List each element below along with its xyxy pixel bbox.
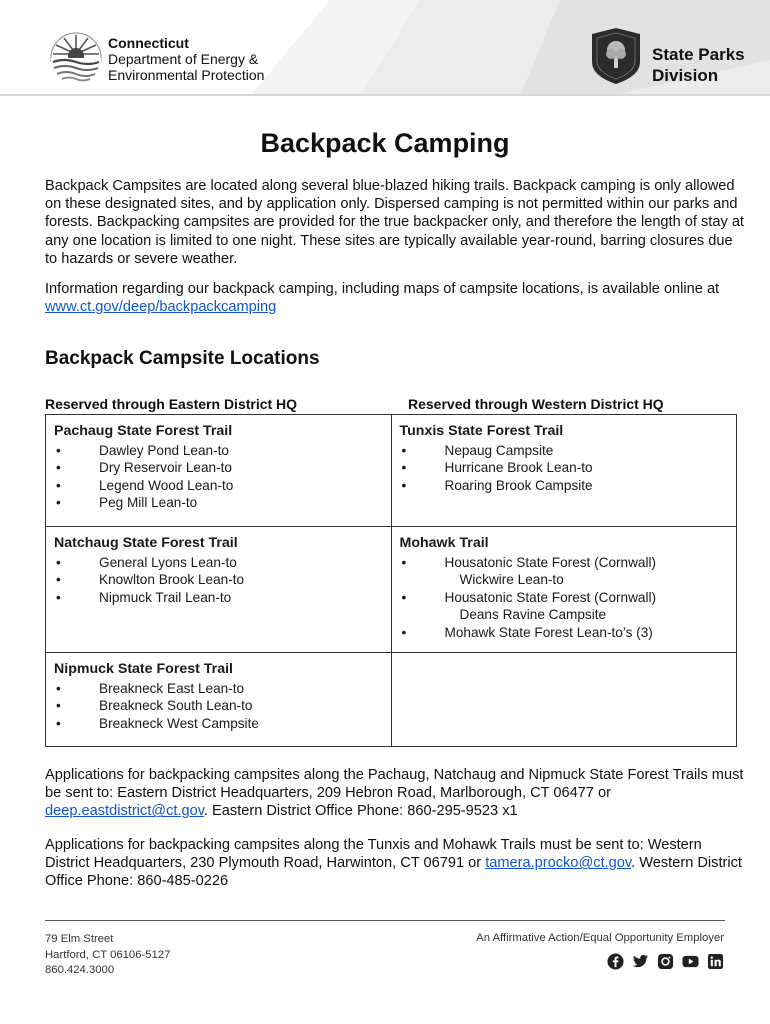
backpack-camping-link[interactable]: www.ct.gov/deep/backpackcamping: [45, 299, 277, 316]
list-item: • Knowlton Brook Lean-to: [54, 571, 383, 589]
table-cell-empty: [391, 653, 737, 747]
address-line-1: 79 Elm Street: [45, 933, 114, 945]
table-row: [46, 527, 737, 653]
state-parks-badge-icon: [588, 26, 644, 86]
header-divider: [0, 94, 770, 96]
western-district-header: Reserved through Western District HQ: [408, 396, 664, 412]
table-cell: [46, 527, 392, 653]
list-item: • Dawley Pond Lean-to: [54, 442, 383, 460]
parks-line-2: Division: [652, 66, 719, 85]
campsite-list: [54, 442, 383, 512]
section-title: Backpack Campsite Locations: [45, 348, 320, 369]
trail-name: Mohawk Trail: [399, 535, 489, 551]
campsite-list: [54, 680, 383, 733]
linkedin-icon[interactable]: [707, 953, 724, 970]
list-item: • Breakneck South Lean-to: [54, 697, 383, 715]
list-item: • Roaring Brook Campsite: [400, 477, 729, 495]
western-phone-text: . Western District Office Phone: 860-485-0226: [45, 855, 742, 890]
list-item: • Dry Reservoir Lean-to: [54, 459, 383, 477]
list-item: • General Lyons Lean-to: [54, 554, 383, 572]
facebook-icon[interactable]: [607, 953, 624, 970]
table-cell: [46, 415, 392, 527]
site-detail: Deans Ravine Campsite: [459, 607, 607, 622]
trail-name: Pachaug State Forest Trail: [54, 423, 233, 439]
youtube-icon[interactable]: [682, 953, 699, 970]
campsite-table: [45, 414, 737, 747]
eastern-application-paragraph: [45, 766, 745, 821]
info-paragraph: [45, 280, 745, 316]
eastern-district-email-link[interactable]: deep.eastdistrict@ct.gov: [45, 803, 204, 820]
list-item: • Legend Wood Lean-to: [54, 477, 383, 495]
parks-division-name: [652, 44, 745, 86]
trail-name: Nipmuck State Forest Trail: [54, 661, 233, 677]
deep-line-2: Department of Energy &: [108, 51, 259, 67]
footer-address: [45, 932, 170, 979]
page-header: [0, 0, 770, 96]
western-district-email-link[interactable]: tamera.procko@ct.gov: [485, 855, 632, 872]
deep-name: [108, 35, 264, 83]
list-item: [400, 589, 729, 624]
site-name: Housatonic State Forest (Cornwall): [444, 589, 657, 605]
list-item: • Hurricane Brook Lean-to: [400, 459, 729, 477]
intro-paragraph: Backpack Campsites are located along several blue-blazed hiking trails. Backpack camping is only allowed on these designated sites, and by application only. Dispersed camping is not permitted within our parks and forests. Backpacking campsites are provided for the true backpacker only, and therefore the length of stay at any one location is limited to one night. These sites are typically available year-round, barring closures due to hazards or severe weather.: [45, 178, 744, 267]
social-links: [607, 953, 724, 970]
western-application-text: Applications for backpacking campsites along the Tunxis and Mohawk Trails must be sent to: Western District Headquarters, 230 Plymouth Road, Harwinton, CT 06791 or: [45, 837, 702, 872]
eastern-application-text: Applications for backpacking campsites along the Pachaug, Natchaug and Nipmuck State Forest Trails must be sent to: Eastern District Headquarters, 209 Hebron Road, Marlborough, CT 06477 or: [45, 767, 744, 802]
campsite-list: [400, 442, 729, 495]
twitter-icon[interactable]: [632, 953, 649, 970]
deep-line-3: Environmental Protection: [108, 67, 265, 83]
deep-line-1: Connecticut: [108, 35, 189, 51]
list-item: • Breakneck East Lean-to: [54, 680, 383, 698]
page-title: Backpack Camping: [260, 128, 510, 158]
info-text: Information regarding our backpack camping, including maps of campsite locations, is available online at: [45, 281, 720, 297]
list-item: • Peg Mill Lean-to: [54, 494, 383, 512]
eastern-phone-text: . Eastern District Office Phone: 860-295-9523 x1: [203, 803, 518, 820]
table-row: [46, 415, 737, 527]
table-cell: [46, 653, 392, 747]
campsite-list: [400, 554, 729, 642]
trail-name: Tunxis State Forest Trail: [399, 423, 564, 439]
list-item: • Nepaug Campsite: [400, 442, 729, 460]
western-application-paragraph: [45, 836, 745, 891]
instagram-icon[interactable]: [657, 953, 674, 970]
footer-divider: [45, 920, 725, 921]
eastern-district-header: Reserved through Eastern District HQ: [45, 396, 298, 412]
table-row: [46, 653, 737, 747]
deep-logo-icon: [50, 32, 102, 84]
address-line-2: Hartford, CT 06106-5127: [45, 948, 171, 961]
parks-line-1: State Parks: [652, 45, 745, 64]
list-item: [400, 624, 729, 642]
trail-name: Natchaug State Forest Trail: [54, 535, 238, 551]
employer-statement: An Affirmative Action/Equal Opportunity Employer: [476, 932, 724, 944]
list-item: • Breakneck West Campsite: [54, 715, 383, 733]
list-item: [400, 554, 729, 589]
site-name: Housatonic State Forest (Cornwall): [444, 554, 657, 570]
table-cell: [391, 527, 737, 653]
site-detail: Wickwire Lean-to: [459, 572, 564, 587]
campsite-list: [54, 554, 383, 607]
site-name: Mohawk State Forest Lean-to’s (3): [444, 624, 653, 640]
address-phone: 860.424.3000: [45, 964, 115, 976]
table-cell: [391, 415, 737, 527]
list-item: • Nipmuck Trail Lean-to: [54, 589, 383, 607]
